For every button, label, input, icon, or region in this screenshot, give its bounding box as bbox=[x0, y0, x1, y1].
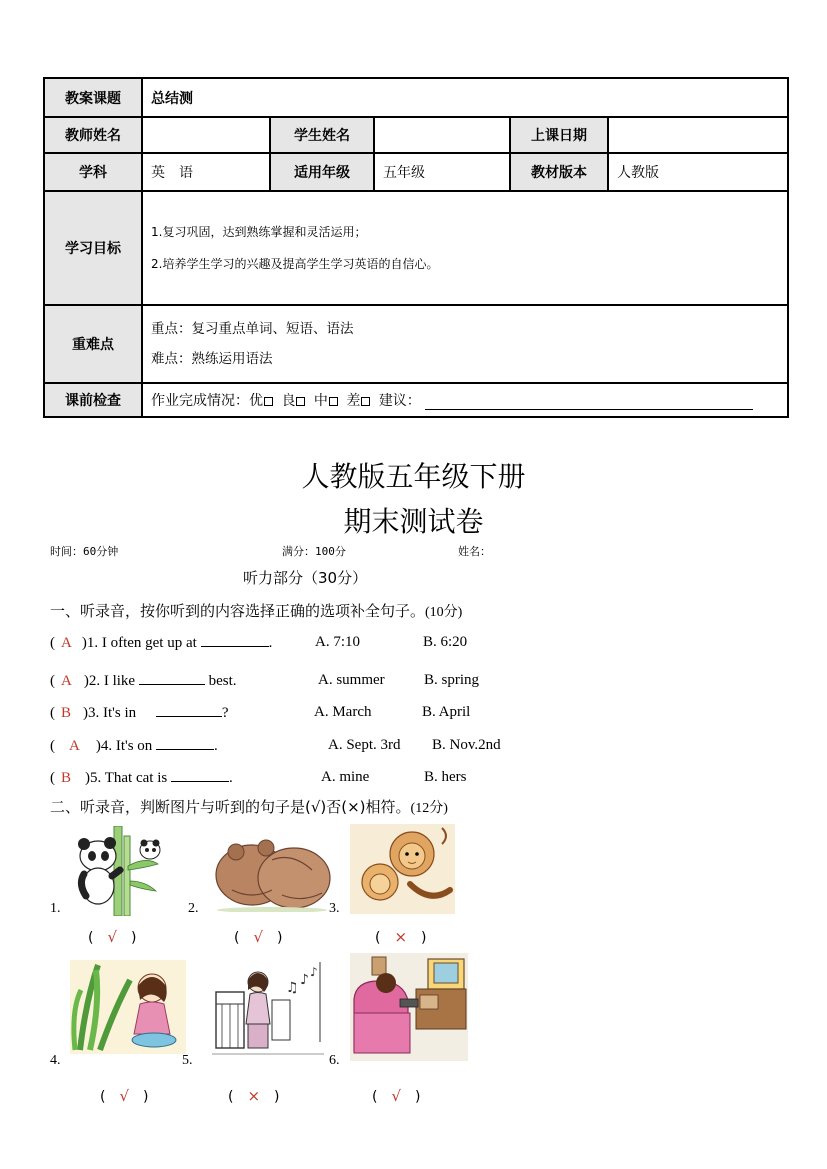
section-2-score: (12分) bbox=[410, 801, 448, 816]
checkbox-poor[interactable] bbox=[361, 397, 370, 406]
q4-option-b[interactable]: B. Nov.2nd bbox=[432, 737, 501, 753]
q5-blank[interactable] bbox=[171, 769, 229, 782]
girl-washing-picture bbox=[70, 960, 186, 1054]
q4-text: )4. It's on bbox=[95, 738, 153, 754]
section-2-text: 二、听录音，判断图片与听到的句子是(√)否(×)相符。 bbox=[50, 798, 411, 816]
student-value[interactable] bbox=[374, 117, 510, 153]
q4-blank[interactable] bbox=[156, 737, 214, 750]
topic-value: 总结测 bbox=[142, 78, 788, 117]
q5-open: ( bbox=[50, 770, 55, 786]
date-label: 上课日期 bbox=[510, 117, 608, 153]
goal-line-2: 2.培养学生学习的兴趣及提高学生学习英语的自信心。 bbox=[151, 257, 439, 271]
panda-picture bbox=[68, 826, 168, 916]
suggestion-line[interactable] bbox=[425, 395, 753, 410]
q3-text: )3. It's in bbox=[83, 705, 137, 721]
bears-picture bbox=[212, 830, 334, 912]
q5-end: . bbox=[228, 770, 233, 786]
q4-answer[interactable]: A bbox=[69, 738, 80, 754]
svg-text:♫: ♫ bbox=[286, 980, 299, 996]
q5-text: )5. That cat is bbox=[85, 770, 168, 786]
picture-3-number: 3. bbox=[329, 901, 340, 916]
q5-answer[interactable]: B bbox=[61, 770, 72, 786]
edition-value: 人教版 bbox=[608, 153, 788, 191]
picture-4-mark: √ bbox=[119, 1087, 130, 1105]
exam-subtitle: 期末测试卷 bbox=[343, 505, 484, 538]
q1-text: )1. I often get up at bbox=[81, 635, 197, 651]
question-5 bbox=[50, 769, 233, 787]
q1-answer[interactable]: A bbox=[61, 635, 72, 651]
picture-3-answer[interactable]: ( × ) bbox=[375, 928, 427, 946]
listening-heading: 听力部分（30分） bbox=[243, 569, 368, 587]
picture-6-answer[interactable]: ( √ ) bbox=[372, 1087, 421, 1105]
precheck-value bbox=[142, 383, 788, 417]
q1-end: . bbox=[268, 635, 273, 651]
name-field[interactable]: 姓名： bbox=[458, 545, 491, 558]
checkbox-excellent[interactable] bbox=[264, 397, 273, 406]
checkbox-good[interactable] bbox=[296, 397, 305, 406]
q4-option-a[interactable]: A. Sept. 3rd bbox=[328, 737, 401, 753]
q2-option-a[interactable]: A. summer bbox=[318, 672, 385, 688]
q2-end: best. bbox=[204, 673, 237, 689]
q3-end: ? bbox=[221, 705, 229, 721]
q1-option-b[interactable]: B. 6:20 bbox=[423, 634, 468, 650]
key-points-value bbox=[142, 305, 788, 383]
q4-end: . bbox=[214, 738, 218, 754]
checkbox-medium[interactable] bbox=[329, 397, 338, 406]
picture-4-answer[interactable]: ( √ ) bbox=[100, 1087, 149, 1105]
q2-open: ( bbox=[50, 673, 55, 689]
question-1 bbox=[50, 634, 272, 652]
subject-value: 英 语 bbox=[142, 153, 270, 191]
section-1-text: 一、听录音，按你听到的内容选择正确的选项补全句子。 bbox=[50, 602, 426, 620]
key-line-1: 重点：复习重点单词、短语、语法 bbox=[151, 321, 354, 337]
picture-6-number: 6. bbox=[329, 1053, 340, 1068]
q3-option-a[interactable]: A. March bbox=[314, 704, 372, 720]
homework-prefix: 作业完成情况：优 bbox=[151, 393, 263, 409]
picture-2-answer[interactable]: ( √ ) bbox=[234, 928, 283, 946]
girl-tv-picture bbox=[350, 953, 468, 1061]
question-4 bbox=[50, 737, 218, 755]
q2-answer[interactable]: A bbox=[61, 673, 72, 689]
q5-option-a[interactable]: A. mine bbox=[321, 769, 370, 785]
grade-value: 五年级 bbox=[374, 153, 510, 191]
exam-title: 人教版五年级下册 bbox=[301, 460, 526, 493]
svg-text:♪: ♪ bbox=[300, 972, 309, 988]
grade-poor: 差 bbox=[346, 393, 361, 409]
lesson-info-table bbox=[43, 77, 789, 418]
section-1-score: (10分) bbox=[425, 605, 463, 620]
question-3 bbox=[50, 704, 229, 722]
picture-5-mark: × bbox=[247, 1087, 261, 1105]
section-1-title bbox=[50, 600, 462, 621]
time-info: 时间：60分钟 bbox=[50, 545, 119, 558]
q2-option-b[interactable]: B. spring bbox=[424, 672, 480, 688]
q3-answer[interactable]: B bbox=[61, 705, 72, 721]
grade-good: 良 bbox=[281, 393, 296, 409]
goal-line-1: 1.复习巩固，达到熟练掌握和灵活运用； bbox=[151, 225, 367, 239]
precheck-label: 课前检查 bbox=[44, 383, 142, 417]
suggestion-label: 建议： bbox=[378, 393, 421, 409]
question-2 bbox=[50, 672, 237, 690]
svg-text:♪: ♪ bbox=[310, 965, 318, 979]
goals-label: 学习目标 bbox=[44, 191, 142, 305]
picture-1-answer[interactable]: ( √ ) bbox=[88, 928, 137, 946]
q3-blank[interactable] bbox=[156, 704, 222, 717]
grade-label: 适用年级 bbox=[270, 153, 374, 191]
score-info: 满分：100分 bbox=[282, 545, 346, 558]
q1-open: ( bbox=[50, 635, 55, 651]
q5-option-b[interactable]: B. hers bbox=[424, 769, 467, 785]
key-line-2: 难点：熟练运用语法 bbox=[151, 351, 273, 367]
picture-3-mark: × bbox=[394, 928, 408, 946]
picture-2-number: 2. bbox=[188, 901, 199, 916]
q3-option-b[interactable]: B. April bbox=[422, 704, 471, 720]
picture-5-number: 5. bbox=[182, 1053, 193, 1068]
q2-text: )2. I like bbox=[83, 673, 136, 689]
student-label: 学生姓名 bbox=[270, 117, 374, 153]
picture-1-mark: √ bbox=[107, 928, 118, 946]
q1-option-a[interactable]: A. 7:10 bbox=[315, 634, 360, 650]
section-2-title bbox=[50, 796, 448, 817]
goals-value bbox=[142, 191, 788, 305]
key-points-label: 重难点 bbox=[44, 305, 142, 383]
picture-6-mark: √ bbox=[391, 1087, 402, 1105]
topic-label: 教案课题 bbox=[44, 78, 142, 117]
date-value[interactable] bbox=[608, 117, 788, 153]
picture-4-number: 4. bbox=[50, 1053, 61, 1068]
girl-piano-picture bbox=[212, 962, 324, 1058]
q4-open: ( bbox=[50, 738, 55, 754]
q1-blank[interactable] bbox=[201, 634, 269, 647]
picture-5-answer[interactable]: ( × ) bbox=[228, 1087, 280, 1105]
q2-blank[interactable] bbox=[139, 672, 205, 685]
q3-open: ( bbox=[50, 705, 55, 721]
teacher-value[interactable] bbox=[142, 117, 270, 153]
lions-picture bbox=[350, 824, 455, 914]
subject-label: 学科 bbox=[44, 153, 142, 191]
grade-medium: 中 bbox=[313, 393, 328, 409]
picture-1-number: 1. bbox=[50, 901, 61, 916]
picture-2-mark: √ bbox=[253, 928, 264, 946]
edition-label: 教材版本 bbox=[510, 153, 608, 191]
teacher-label: 教师姓名 bbox=[44, 117, 142, 153]
